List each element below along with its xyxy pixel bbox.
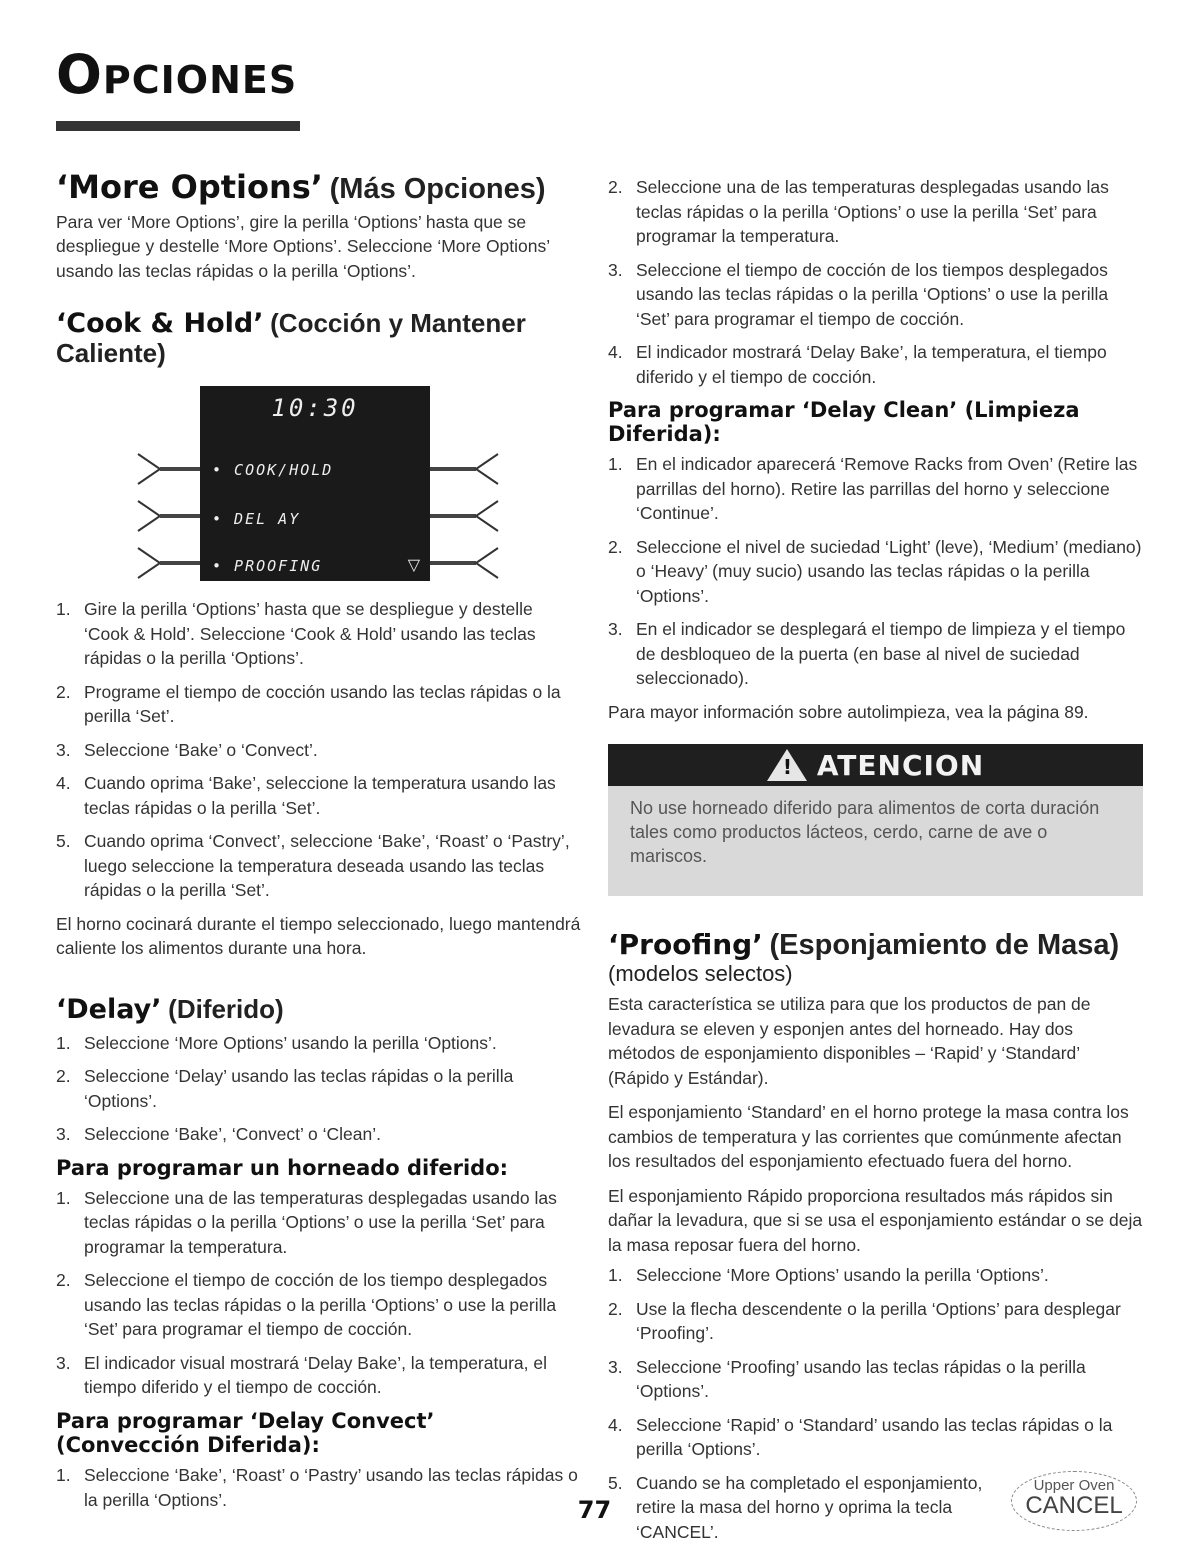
list-item: 1. Seleccione ‘More Options’ usando la perilla ‘Options’. (56, 1032, 497, 1053)
list-item: 2. Seleccione el tiempo de cocción de los tiempo desplegados usando las teclas rápidas o la perilla ‘Options’ o use la perilla ‘Set’ para programar el tiempo de cocción. (56, 1270, 557, 1340)
list-item: 1. Seleccione ‘Bake’, ‘Roast’ o ‘Pastry’ usando las teclas rápidas o la perilla ‘Options’. (56, 1465, 578, 1510)
display-row-delay: • DEL AY (212, 510, 301, 529)
cook-hold-title-es: (Cocción y Mantener Caliente) (56, 308, 526, 369)
more-options-title-es: (Más Opciones) (329, 173, 546, 205)
delay-clean-steps (608, 452, 1143, 691)
list-item: 2. Seleccione una de las temperaturas desplegadas usando las teclas rápidas o la perilla ‘Options’ o use la perilla ‘Set’ para programar la temperatura. (608, 177, 1109, 246)
right-key-1-icon (430, 452, 500, 486)
oven-display-illustration (56, 386, 581, 581)
left-key-1-icon (136, 452, 200, 486)
warning-text: No use horneado diferido para alimentos de corta duración tales como productos lácteos, cerdo, carne de ave o mariscos. (630, 798, 1100, 867)
list-item: 5. Cuando oprima ‘Convect’, seleccione ‘Bake’, ‘Roast’ o ‘Pastry’, luego seleccione la temperatura deseada usando las teclas rápidas o la perilla ‘Set’. (56, 831, 570, 901)
left-column (56, 170, 581, 1521)
proofing-standard: El esponjamiento ‘Standard’ en el horno protege la masa contra los cambios de temperatura y las corrientes que comúnmente afectan los resultados del esponjamiento efectuado fuera del horno. (608, 1102, 1129, 1172)
list-item: 2. Seleccione ‘Delay’ usando las teclas rápidas o la perilla ‘Options’. (56, 1066, 514, 1111)
proofing-title (608, 930, 1143, 962)
list-item: 3. El indicador visual mostrará ‘Delay Bake’, la temperatura, el tiempo diferido y el tiempo de cocción. (56, 1352, 547, 1398)
list-item: 3. Seleccione el tiempo de cocción de los tiempos desplegados usando las teclas rápidas o la perilla ‘Options’ o use la perilla ‘Set’ para programar el tiempo de cocción. (608, 259, 1109, 329)
delay-title (56, 995, 581, 1025)
delay-bake-heading: Para programar un horneado diferido: (56, 1155, 509, 1180)
display-row-proofing: • PROOFING (212, 557, 323, 576)
proofing-rapid: El esponjamiento Rápido proporciona resultados más rápidos sin dañar la levadura, que si se usa el esponjamiento estándar o se deja la masa reposar fuera del horno. (608, 1185, 1143, 1255)
list-item: 2. Use la flecha descendente o la perilla ‘Options’ para desplegar ‘Proofing’. (608, 1298, 1121, 1344)
right-column (608, 175, 1143, 1553)
cook-hold-title (56, 309, 581, 368)
list-item: 1. Seleccione ‘More Options’ usando la perilla ‘Options’. (608, 1265, 1049, 1286)
self-clean-note: Para mayor información sobre autolimpieza, vea la página 89. (608, 701, 1089, 722)
cancel-key-label: CANCEL (1025, 1491, 1123, 1519)
cancel-key-top-label: Upper Oven (1033, 1476, 1115, 1494)
delay-convect-steps-part2 (608, 175, 1143, 389)
warning-label: ATENCION (816, 748, 985, 782)
page-title: Opciones (56, 43, 298, 106)
list-item: 3. Seleccione ‘Bake’, ‘Convect’ o ‘Clean’. (56, 1124, 382, 1145)
list-item: 1. Seleccione una de las temperaturas desplegadas usando las teclas rápidas o la perilla ‘Options’ o use la perilla ‘Set’ para programar la temperatura. (56, 1187, 557, 1257)
delay-steps (56, 1031, 581, 1147)
display-time: 10:30 (271, 394, 359, 423)
list-item: 2. Programe el tiempo de cocción usando las teclas rápidas o la perilla ‘Set’. (56, 681, 561, 727)
more-options-title (56, 170, 581, 206)
list-item: 3. Seleccione ‘Bake’ o ‘Convect’. (56, 739, 318, 760)
list-item: 4. El indicador mostrará ‘Delay Bake’, la temperatura, el tiempo diferido y el tiempo de cocción. (608, 342, 1107, 387)
delay-convect-heading: Para programar ‘Delay Convect’ (Convección Diferida): (56, 1408, 435, 1457)
proofing-title-en: ‘Proofing’ (608, 928, 763, 962)
oven-display (200, 386, 430, 581)
more-options-body: Para ver ‘More Options’, gire la perilla ‘Options’ hasta que se despliegue y destelle ‘More Options’. Seleccione ‘More Options’ usando las teclas rápidas o la perilla ‘Options’. (56, 211, 550, 281)
down-arrow-icon: ▽ (407, 557, 420, 575)
list-item: 1. Gire la perilla ‘Options’ hasta que se despliegue y destelle ‘Cook & Hold’. Seleccione ‘Cook & Hold’ usando las teclas rápidas o la perilla ‘Options’. (56, 599, 536, 669)
warning-header (608, 744, 1143, 786)
more-options-title-en: ‘More Options’ (56, 168, 323, 206)
delay-title-es: (Diferido) (168, 993, 284, 1024)
display-row-cook-hold: • COOK/HOLD (212, 461, 334, 480)
warning-box (608, 744, 1143, 896)
proofing-title-es: (Esponjamiento de Masa) (769, 929, 1120, 962)
list-item: 3. Seleccione ‘Proofing’ usando las teclas rápidas o la perilla ‘Options’. (608, 1356, 1086, 1402)
page-number: 77 (577, 1496, 612, 1524)
list-item: 4. Seleccione ‘Rapid’ o ‘Standard’ usando las teclas rápidas o la perilla ‘Options’. (608, 1414, 1113, 1460)
cook-hold-steps (56, 597, 581, 903)
list-item: 5. Cuando se ha completado el esponjamiento, retire la masa del horno y oprima la tecla ‘CANCEL’. Upper Oven CANCEL (608, 1471, 1143, 1545)
delay-clean-heading: Para programar ‘Delay Clean’ (Limpieza Diferida): (608, 398, 1080, 447)
right-key-2-icon (430, 499, 500, 533)
proofing-intro: Esta característica se utiliza para que los productos de pan de levadura se eleven y esponjen antes del horneado. Hay dos métodos de esponjamiento disponibles – ‘Rapid’ y ‘Standard’ (Rápido y Estándar). (608, 994, 1091, 1088)
left-key-3-icon (136, 546, 200, 580)
left-key-2-icon (136, 499, 200, 533)
cook-hold-note: El horno cocinará durante el tiempo seleccionado, luego mantendrá caliente los alimentos durante una hora. (56, 913, 581, 959)
page-header (56, 43, 298, 106)
proofing-subtitle: (modelos selectos) (608, 961, 793, 987)
delay-title-en: ‘Delay’ (56, 993, 162, 1025)
list-item: 2. Seleccione el nivel de suciedad ‘Light’ (leve), ‘Medium’ (mediano) o ‘Heavy’ (muy sucio) usando las teclas rápidas o la perilla ‘Options’. (608, 536, 1142, 606)
list-item: 3. En el indicador se desplegará el tiempo de limpieza y el tiempo de desbloqueo de la puerta (en base al nivel de suciedad seleccionado). (608, 619, 1126, 689)
warning-icon: ! (767, 749, 807, 781)
list-item: 1. En el indicador aparecerá ‘Remove Racks from Oven’ (Retire las parrillas del horno). Retire las parrillas del horno y seleccione ‘Continue’. (608, 454, 1138, 524)
list-item: 4. Cuando oprima ‘Bake’, seleccione la temperatura usando las teclas rápidas o la perilla ‘Set’. (56, 773, 556, 818)
delay-bake-steps (56, 1186, 581, 1400)
cook-hold-title-en: ‘Cook & Hold’ (56, 308, 264, 340)
right-key-3-icon (430, 546, 500, 580)
header-rule (56, 121, 300, 131)
